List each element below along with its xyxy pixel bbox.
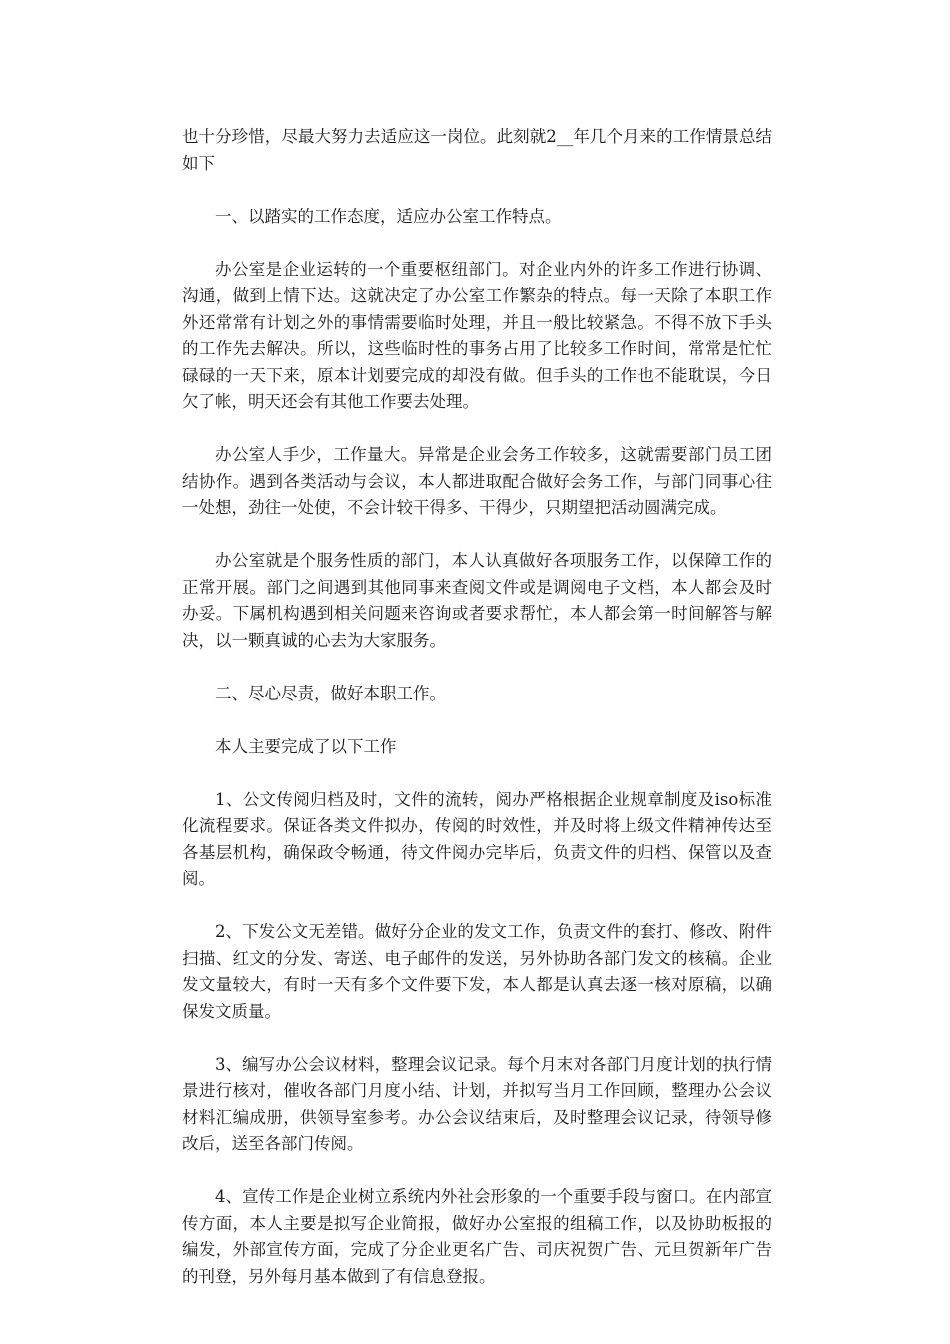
paragraph: 办公室人手少，工作量大。异常是企业会务工作较多，这就需要部门员工团结协作。遇到各类活动与会议，本人都进取配合做好会务工作，与部门同事心往一处想，劲往一处使，不会计较干得多、干得少，只期望把活动圆满完成。: [182, 445, 772, 517]
list-item: 4、宣传工作是企业树立系统内外社会形象的一个重要手段与窗口。在内部宣传方面，本人主要是拟写企业简报，做好办公室报的组稿工作，以及协助板报的编发，外部宣传方面，完成了分企业更名广告、司庆祝贺广告、元旦贺新年广告的刊登，另外每月基本做到了有信息登报。: [182, 1187, 772, 1286]
paragraph: 本人主要完成了以下工作: [215, 736, 397, 756]
section-heading-2: 二、尽心尽责，做好本职工作。: [215, 683, 446, 703]
section-heading-1: 一、以踏实的工作态度，适应办公室工作特点。: [215, 206, 562, 226]
paragraph-intro-continuation: 也十分珍惜，尽最大努力去适应这一岗位。此刻就2__年几个月来的工作情景总结如下: [182, 127, 772, 173]
list-item: 3、编写办公会议材料，整理会议记录。每个月末对各部门月度计划的执行情景进行核对，催收各部门月度小结、计划，并拟写当月工作回顾，整理办公会议材料汇编成册，供领导室参考。办公会议结束后，及时整理会议记录，待领导修改后，送至各部门传阅。: [182, 1054, 772, 1153]
paragraph: 办公室是企业运转的一个重要枢纽部门。对企业内外的许多工作进行协调、沟通，做到上情下达。这就决定了办公室工作繁杂的特点。每一天除了本职工作外还常常有计划之外的事情需要临时处理，并且一般比较紧急。不得不放下手头的工作先去解决。所以，这些临时性的事务占用了比较多工作时间，常常是忙忙碌碌的一天下来，原本计划要完成的却没有做。但手头的工作也不能耽误，今日欠了帐，明天还会有其他工作要去处理。: [182, 259, 772, 411]
document-body: [182, 124, 772, 1317]
list-item: 2、下发公文无差错。做好分企业的发文工作，负责文件的套打、修改、附件扫描、红文的分发、寄送、电子邮件的发送，另外协助各部门发文的核稿。企业发文量较大，有时一天有多个文件要下发，本人都是认真去逐一核对原稿，以确保发文质量。: [182, 922, 772, 1021]
paragraph: 办公室就是个服务性质的部门，本人认真做好各项服务工作，以保障工作的正常开展。部门之间遇到其他同事来查阅文件或是调阅电子文档，本人都会及时办妥。下属机构遇到相关问题来咨询或者要求帮忙，本人都会第一时间解答与解决，以一颗真诚的心去为大家服务。: [182, 551, 772, 650]
list-item: 1、公文传阅归档及时，文件的流转，阅办严格根据企业规章制度及iso标准化流程要求。保证各类文件拟办，传阅的时效性，并及时将上级文件精神传达至各基层机构，确保政令畅通，待文件阅办完毕后，负责文件的归档、保管以及查阅。: [182, 789, 772, 888]
